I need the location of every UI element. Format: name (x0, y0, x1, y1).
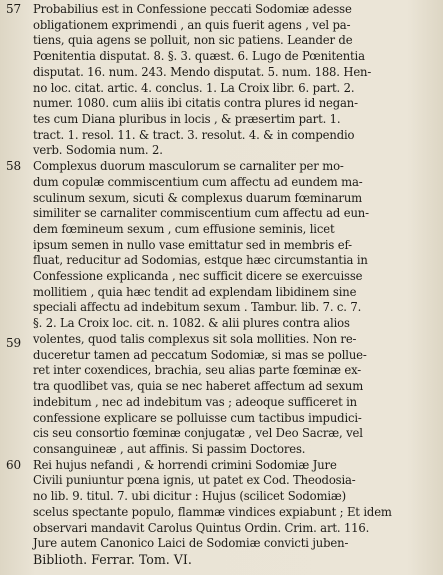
paragraph-number: 60 (6, 457, 21, 472)
text-line: tract. 1. resol. 11. & tract. 3. resolut. 4. & in compendio (33, 127, 355, 142)
text-line: observari mandavit Carolus Quintus Ordin. Crim. art. 116. (33, 520, 370, 535)
text-line: indebitum , nec ad indebitum vas ; adeoque sufficeret in (33, 394, 358, 409)
text-line: duceretur tamen ad peccatum Sodomiæ, si mas se pollue- (33, 347, 367, 362)
paragraph-58 (0, 159, 443, 332)
text-line: dem fœmineum sexum , cum effusione seminis, licet (33, 221, 335, 236)
text-line: Rei hujus nefandi , & horrendi crimini Sodomiæ Jure (33, 457, 337, 472)
text-line: tiens, quia agens se polluit, non sic patiens. Leander de (33, 33, 353, 48)
text-line: ipsum semen in nullo vase emittatur sed in membris ef- (33, 237, 352, 252)
paragraph-number: 59 (6, 336, 21, 350)
text-line: mollitiem , quia hæc tendit ad explendam libidinem sine (33, 284, 357, 299)
text-line: speciali affectu ad indebitum sexum . Tambur. lib. 7. c. 7. (33, 300, 362, 315)
text-line: dum copulæ commiscentium cum affectu ad eundem ma- (33, 174, 363, 189)
text-line: §. 2. La Croix loc. cit. n. 1082. & alii plures contra alios (33, 316, 350, 331)
paragraph-57 (0, 2, 443, 159)
text-line: volentes, quod talis complexus sit sola mollities. Non re- (33, 332, 357, 346)
text-line: cis seu consortio fœminæ conjugatæ , vel Deo Sacræ, vel (33, 426, 363, 441)
text-line: confessione explicare se polluisse cum tactibus impudici- (33, 410, 362, 425)
text-line: similiter se carnaliter commiscentium cum affectu ad eun- (33, 206, 369, 221)
text-line: ret inter coxendices, brachia, seu alias parte fœminæ ex- (33, 363, 362, 378)
text-line: verb. Sodomia num. 2. (33, 143, 163, 158)
page-footer: Biblioth. Ferrar. Tom. VI. (33, 552, 192, 567)
text-line: fluat, reducitur ad Sodomias, estque hæc circumstantia in (33, 253, 368, 268)
text-line: obligationem exprimendi , an quis fuerit agens , vel pa- (33, 17, 351, 32)
paragraph-number: 57 (6, 2, 21, 16)
text-line: Confessione explicanda , nec sufficit dicere se exercuisse (33, 269, 363, 284)
text-line: Probabilius est in Confessione peccati Sodomiæ adesse (33, 2, 352, 16)
text-line: scelus spectante populo, flammæ vindices expiabunt ; Et idem (33, 504, 392, 519)
text-line: Complexus duorum masculorum se carnaliter per mo- (33, 159, 344, 174)
paragraph-59 (0, 332, 443, 458)
text-line: Pœnitentia disputat. 8. §. 3. quæst. 6. Lugo de Pœnitentia (33, 49, 365, 64)
text-line: disputat. 16. num. 243. Mendo disputat. 5. num. 188. Hen- (33, 64, 372, 79)
text-line: numer. 1080. cum aliis ibi citatis contra plures id negan- (33, 96, 358, 111)
text-line: tra quodlibet vas, quia se nec haberet affectum ad sexum (33, 379, 364, 394)
text-line: sculinum sexum, sicuti & complexus duarum fœminarum (33, 190, 363, 205)
text-line: no lib. 9. titul. 7. ubi dicitur : Hujus (scilicet Sodomiæ) (33, 489, 347, 504)
text-line: Civili puniuntur pœna ignis, ut patet ex Cod. Theodosia- (33, 473, 356, 488)
text-line: consanguineæ , aut affinis. Si passim Doctores. (33, 441, 306, 456)
paragraph-60 (0, 458, 443, 552)
paragraph-number: 58 (6, 159, 21, 174)
text-line: Jure autem Canonico Laici de Sodomiæ convicti juben- (33, 536, 349, 551)
text-line: tes cum Diana pluribus in locis , & præsertim part. 1. (33, 111, 341, 126)
text-line: no loc. citat. artic. 4. conclus. 1. La Croix libr. 6. part. 2. (33, 80, 355, 95)
